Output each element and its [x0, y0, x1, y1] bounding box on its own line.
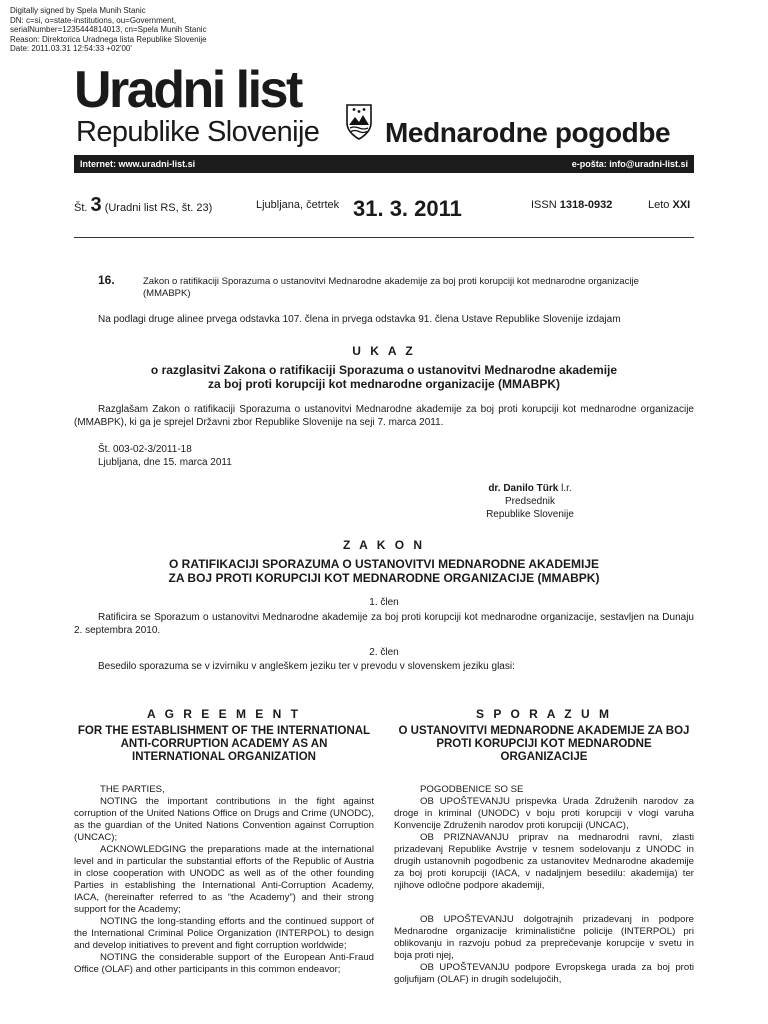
year-value: XXI	[672, 199, 691, 211]
signature-line: Date: 2011.03.31 12:54:33 +02'00'	[10, 44, 132, 54]
slovene-title: S P O R A Z U M	[476, 707, 612, 721]
english-paragraph: NOTING the long-standing efforts and the continued support of the International Criminal Police Organization (INTERPOL) to design and develop initiatives to prevent and fight corruption worldwide;	[74, 916, 374, 951]
signature-line: serialNumber=1235444814013, cn=Spela Munih Stanic	[10, 25, 207, 35]
issn-value: 1318-0932	[559, 199, 613, 211]
reference-number: Št. 003-02-3/2011-18	[98, 444, 192, 455]
issue-reference: (Uradni list RS, št. 23)	[104, 202, 213, 214]
issue-number-value: 3	[90, 194, 102, 216]
slovene-subtitle: O USTANOVITVI MEDNARODNE AKADEMIJE ZA BOJ PROTI KORUPCIJI KOT MEDNARODNE ORGANIZACIJE	[398, 725, 690, 763]
header-divider	[74, 237, 694, 238]
masthead-subtitle: Republike Slovenije	[76, 116, 320, 148]
signature-line: DN: c=si, o=state-institutions, ou=Government,	[10, 15, 177, 25]
year-label: Leto	[648, 199, 670, 211]
ukaz-title: U K A Z	[352, 344, 416, 358]
english-subtitle: FOR THE ESTABLISHMENT OF THE INTERNATIONAL ANTI-CORRUPTION ACADEMY AS AN INTERNATIONAL ORGANIZATION	[77, 725, 371, 763]
article-2-label: 2. člen	[369, 647, 399, 658]
reference-date: Ljubljana, dne 15. marca 2011	[98, 457, 232, 468]
issue-date: 31. 3. 2011	[353, 196, 462, 221]
issn	[531, 195, 612, 215]
slovene-paragraph: OB UPOŠTEVANJU dolgotrajnih prizadevanj in podpore Mednarodne organizacije kriminalistične policije (INTERPOL) pri oblikovanju in razvoju pobud za preprečevanje korupcije v svetu in boja proti njej,	[394, 914, 694, 961]
slovene-paragraph: OB UPOŠTEVANJU prispevka Urada Združenih narodov za droge in kriminal (UNODC) v boju proti korupciji v vlogi varuha Konvencije Združenih narodov proti korupciji (UNCAC),	[394, 796, 694, 831]
ukaz-subtitle	[74, 363, 694, 391]
digital-signature	[10, 6, 207, 54]
email-link[interactable]: e-pošta: info@uradni-list.si	[571, 159, 688, 169]
masthead-contact-bar	[74, 155, 694, 173]
zakon-subtitle-line: O RATIFIKACIJI SPORAZUMA O USTANOVITVI MEDNARODNE AKADEMIJE	[168, 557, 599, 571]
issn-label: ISSN	[531, 199, 557, 211]
slovene-column	[394, 708, 694, 986]
ukaz-subtitle-line: za boj proti korupciji kot mednarodne organizacije (MMABPK)	[207, 377, 561, 391]
preamble: Na podlagi druge alinee prvega odstavka 107. člena in prvega odstavka 91. člena Ustave Republike Slovenije izdajam	[98, 314, 621, 325]
slovene-text	[394, 784, 694, 986]
zakon-subtitle	[74, 557, 694, 585]
document-number: 16.	[98, 273, 115, 287]
article-2-text: Besedilo sporazuma se v izvirniku v angleškem jeziku ter v prevodu v slovenskem jeziku glasi:	[98, 661, 515, 672]
signature-line: Reason: Direktorica Uradnega lista Republike Slovenije	[10, 34, 207, 44]
signer-title: Predsednik	[504, 496, 556, 507]
signer-name-line	[455, 482, 605, 495]
year	[648, 195, 690, 215]
english-paragraph: ACKNOWLEDGING the preparations made at the international level and in particular the substantial efforts of the Republic of Austria in close cooperation with UNODC as well as of the other founding Parties in establishing the International Anti-Corruption Academy, IACA, (hereinafter referred to as “the Academy”) and their strong support for the Academy;	[74, 844, 374, 915]
zakon-subtitle-line: ZA BOJ PROTI KORUPCIJI KOT MEDNARODNE ORGANIZACIJE (MMABPK)	[168, 571, 600, 585]
signer	[455, 482, 605, 521]
ukaz-body: Razglašam Zakon o ratifikaciji Sporazuma o ustanovitvi Mednarodne akademije za boj proti korupciji kot mednarodne organizacije (MMABPK), ki ga je sprejel Državni zbor Republike Slovenije na seji 7. marca 2011.	[74, 404, 694, 428]
article-1-text: Ratificira se Sporazum o ustanovitvi Mednarodne akademije za boj proti korupciji kot mednarodne organizacije, sestavljen na Dunaju 2. septembra 2010.	[74, 612, 694, 636]
issue-number	[74, 195, 212, 218]
english-paragraph: NOTING the important contributions in the fight against corruption of the United Nations Office on Drugs and Crime (UNODC), as the guardian of the United Nations Convention against Corruption (UNCAC);	[74, 796, 374, 843]
coat-of-arms-icon	[345, 103, 373, 141]
signer-name: dr. Danilo Türk	[488, 483, 559, 494]
english-title: A G R E E M E N T	[147, 707, 301, 721]
english-paragraph: THE PARTIES,	[100, 784, 165, 795]
ukaz-subtitle-line: o razglasitvi Zakona o ratifikaciji Sporazuma o ustanovitvi Mednarodne akademije	[150, 363, 618, 377]
signer-suffix: l.r.	[558, 483, 572, 494]
slovene-paragraph: POGODBENICE SO SE	[420, 784, 524, 795]
english-paragraph: NOTING the considerable support of the European Anti-Fraud Office (OLAF) and other participants in this common endeavor;	[74, 952, 374, 975]
document-heading: Zakon o ratifikaciji Sporazuma o ustanovitvi Mednarodne akademije za boj proti korupciji kot mednarodne organizacije (MMABPK)	[143, 276, 639, 299]
signature-line: Digitally signed by Spela Munih Stanic	[10, 6, 146, 15]
english-text	[74, 784, 374, 976]
zakon-title: Z A K O N	[342, 538, 426, 552]
masthead-section: Mednarodne pogodbe	[385, 117, 671, 148]
signer-org: Republike Slovenije	[486, 509, 574, 520]
slovene-paragraph: OB PRIZNAVANJU priprav na mednarodni ravni, zlasti prizadevanj Republike Avstrije v tesnem sodelovanju z UNODC in drugih ustanovnih pogodbenic za ustanovitev Mednarodne akademije za boj proti korupciji (IACA, v nadaljnjem besedilu: akademija) ter njihove odločne podpore akademiji,	[394, 832, 694, 891]
internet-link[interactable]: Internet: www.uradni-list.si	[80, 159, 196, 169]
slovene-paragraph: OB UPOŠTEVANJU podpore Evropskega urada za boj proti goljufijam (OLAF) in drugih sodelujočih,	[394, 962, 694, 985]
article-1-label: 1. člen	[369, 597, 399, 608]
issue-number-label: Št.	[74, 202, 88, 214]
english-column	[74, 708, 374, 976]
masthead-title: Uradni list	[74, 61, 301, 119]
issue-place: Ljubljana, četrtek	[256, 199, 340, 211]
